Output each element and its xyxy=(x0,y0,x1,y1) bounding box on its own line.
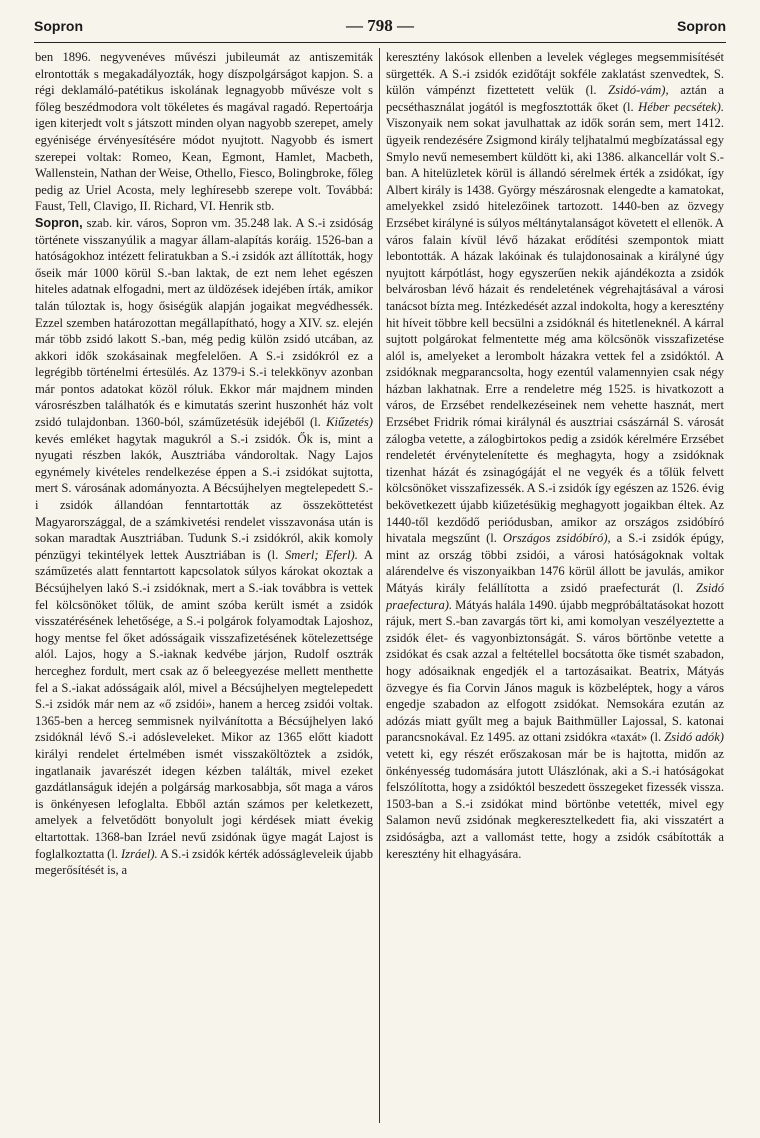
entry-text: Mátyás halála 1490. újabb megpróbáltatásokat hozott rájuk, mert S.-ban zavargás tört ki, ami komolyan veszélyeztette a zsidók élet- és vagyonbiztonságát. S. város börtönbe vetette a zsidókat és csak azzal a feltétellel bocsátotta őke tismét szabadon, hogy adósaiknak engedjék el a tartozásaikat. Beatrix, Mátyás özvegye és fia Corvin János maguk is közbeléptek, hogy a város engedje szabadon az elfogott zsidókat. Nemsokára ezután az adózás miatt gyűlt meg a bajuk Baithmüller Lajossal, S. katonai parancsnokával. Ez 1495. az ottani zsidókra «taxát» (l. xyxy=(386,597,724,745)
entry-text: keresztény lakósok ellenben a levelek végleges megsemmisítését sürgették. A S.-i zsidók ezidőtájt sokféle zaklatást szenvedtek, S. külön vámpénzt fizettetett velük (l. xyxy=(386,50,724,98)
page-number: — 798 — xyxy=(346,16,414,35)
cross-reference: Országos zsidóbíró), xyxy=(502,531,611,546)
entry-text: Viszonyaik nem sokat javulhattak az idők során sem, mert 1412. ügyeik rendezésére Zsigmond király teljhatalmú megbízatással egy Smylo nevű nemesembert küldött ki, aki 1386. alkancellár volt S.-ban. A hitelüzletek körül is állandó sérelmek érték a zsidókat, így Albert király is 1438. György mészárosnak elengedte a kamatokat, amelyekkel zsidó hitelezőinek tartozott. 1440-ben az özvegy Erzsébet királyné is súlyos méltánytalanságot követett el ellenök. A város falain kívül lévő házakat erődítési szempontok miatt lebontották. A házak lakóinak és tulajdonosainak a királyné úgy nyujtott kárpótlást, hogy egyszerűen nekik ajándékozta a zsidók belvárosban lévő házait és rendeletének végrehajtásával a városi tanácsot bízta meg. Intézkedését azzal indokolta, hogy a keresztény hit híveit többre kell becsülni a zsidóknál és hitetleneknél. A kárral sujtott polgárokat felmentette még ama kölcsönök visszafizetése alól is, amelyeket a lerombolt házakra vettek fel a zsidóktól. A zsidóknak megparancsolta, hogy ezentúl valamennyien csak négy házban lakhatnak. Erre a rendeletre még 1525. is hivatkozott a város, de Erzsébet rendelkezéseinek nem vehette hasznát, mert Erzsébet Fridrik római királynál és ausztriai császárnál S. városát zálogba vetette, a zálogbirtokos pedig a zsidók kérelmére Erzsébet rendeletét érvénytelenítette és meghagyta, hogy a zsidóknak tizenhat házát és zsinagógáját el ne vegyék és a tőlük felvett kölcsönöket visszafizessék. A S.-i zsidók így egészen az 1526. évig bekövetkezett újabb kiűzetésükig meghagyott jogaikban éltek. Az 1440-től kezdődő periódusban, amikor az országos zsidóbíró hivatala megszűnt (l. xyxy=(386,116,724,546)
entry-text: a S.-i zsidók épúgy, mint az ország többi zsidói, a városi hatóságoknak voltak alárendelve és viszonyaikban 1476 körül állott be javulás, amikor Mátyás király felállította a zsidó praefecturát (l. xyxy=(386,531,724,595)
entry-text: vetett ki, egy részét erőszakosan már be is hajtotta, midőn az önkényesség tudomására jutott Ulászlónak, aki a S.-i hatóságokat felszólította, hogy a zsidóktól beszedett összegeket fizessék vissza. 1503-ban a S.-i zsidókat mind börtönbe vetették, mivel egy Salamon nevű zsidónak megkeresztelkedett fia, aki visszatért a zsidóságba, azt a vallomást tette, hogy a zsidók csábították a keresztény hit elhagyására. xyxy=(386,746,724,861)
column-divider xyxy=(379,48,380,1123)
cross-reference: Zsidó adók) xyxy=(664,730,724,745)
entry-text: kevés emléket hagytak magukról a S.-i zsidók. Ők is, mint a nyugati részben lakók, Ausztriába vándoroltak. Nagy Lajos egynémely kivételes rendelkezése éppen a S.-i zsidókat sujtotta, mert S. városának adományozta. A Bécsújhelyen megtelepedett S.-i zsidók állandóan fenntartották az összeköttetést Magyarországgal, de a számkivetési rendelet visszavonása után is sokan maradtak Ausztriában. Tudunk S.-i zsidókról, akik komoly pénzügyi tekintélyek lettek Ausztriában is (l. xyxy=(35,431,373,562)
entry-text: aztán a pecséthasználat jogától is megfosztották őket (l. xyxy=(386,83,724,114)
paragraph-continuation xyxy=(35,49,373,215)
entry-text: A S.-i zsidók kérték adósságleveleik újabb megerősítését is, a xyxy=(35,846,373,878)
entry-text: A száműzetés alatt fenntartott kapcsolatok súlyos károkat okoztak a Bécsújhelyen lakó S.-i zsidóknak, mert a S.-iak továbbra is vettek fel kölcsönöket tőlük, de amint szóba került ismét a zsidók visszatérésének lehetősége, a S.-i polgárok folyamodtak Lajoshoz, hogy mentse fel őket adósságaik visszafizetésének kötelezettsége alól. Lajos, hogy a S.-iaknak kedvébe járjon, Rudolf osztrák herceghez fordult, mert csak az ő beleegyezése mellett menthette fel a S.-iakat adósságaik alól, mivel a Bécsújhelyen megtelepedett S.-i zsidók már nem az «ő zsidói», hanem a herceg zsidói voltak. 1365-ben a herceg semmisnek nyilvánította a Bécsújhelyen lakó zsidóknál lévő S.-i adósleveleket. Mikor az 1365 előtt kiadott királyi rendelet értelmében ismét visszaköltöztek a zsidók, ingatlanaik javarészét idegen kézben találták, mivel ezeket gazdátlanságuk idején a polgárság markosabbja, sőt maga a város is önkényesen lefoglalta. Ebből aztán számos per keletkezett, amelyek a felvetődött bonyolult jogi kérdések miatt évekig eltartottak. 1368-ban Izráel nevű zsidónak ügye magát Lajost is foglalkoztatta (l. xyxy=(35,547,374,861)
header-rule xyxy=(34,42,726,43)
cross-reference: Kiűzetés) xyxy=(326,415,373,430)
left-column xyxy=(35,49,373,879)
continuation-text: ben 1896. negyvenéves művészi jubileumát az antiszemiták elrontották s megakadályozták, hogy díszpolgárságot kapjon. S. a régi deklamáló-patétikus iskolának legnagyobb művésze volt s főleg beszédmodora volt tökéletes és magával ragadó. Repertoárja igen kiterjedt volt s játszott minden olyan nagyobb szerepet, amely egyénisége érvényesítésére módot nyujtott. Nagyobb és ismert szerepei voltak: Romeo, Kean, Egmont, Hamlet, Macbeth, Wallenstein, Nathan der Weise, Othello, Fiesco, Bolingbroke, főleg pedig az Uriel Acosta, mely leghíresebb szerepe volt. Továbbá: Faust, Tell, Clavigo, II. Richard, VI. Henrik stb. xyxy=(35,50,373,214)
cross-reference: Zsidó-vám), xyxy=(608,83,669,98)
cross-reference: Zsidó praefectura). xyxy=(386,581,724,612)
entry-sopron-continued xyxy=(386,49,724,862)
entry-headword: Sopron, xyxy=(35,215,83,230)
cross-reference: Izráel). xyxy=(120,846,158,861)
entry-sopron xyxy=(35,215,373,879)
running-header xyxy=(34,18,726,40)
header-left-keyword: Sopron xyxy=(34,18,83,34)
cross-reference: Smerl; Eferl). xyxy=(285,547,358,562)
entry-text: szab. kir. város, Sopron vm. 35.248 lak. A S.-i zsidóság története visszanyúlik a magyar állam-alapítás koráig. 1526-ban a hatóságokhoz intézett feliratukban a S.-i zsidók azt állították, hogy őseik már 1000 körül S.-ban laktak, de ezt nem lehet egészen hiteles adatnak elfogadni, mert az üldözések idejében írták, amikor talán túloztak is, hogy ősiségük alapján jogaikat megvédhessék. Ezzel szemben határozottan megállapítható, hogy a XIV. sz. elején már több zsidó lakott S.-ban, még pedig külön zsidó utcában, az akkori idők szokásainak megfelelően. A S.-i zsidókról ez a legrégibb történelmi értesülés. Az 1379-i S.-i telekkönyv azonban már pontos adatokat közöl róluk. Ekkor már majdnem minden városrészben találhatók és e kimutatás szerint huszonhét ház volt zsidó tulajdonban. 1360-ból, száműzetésük idejéből (l. xyxy=(35,215,373,430)
header-right-keyword: Sopron xyxy=(677,18,726,34)
right-column xyxy=(386,49,724,862)
cross-reference: Héber pecsétek). xyxy=(638,99,724,114)
